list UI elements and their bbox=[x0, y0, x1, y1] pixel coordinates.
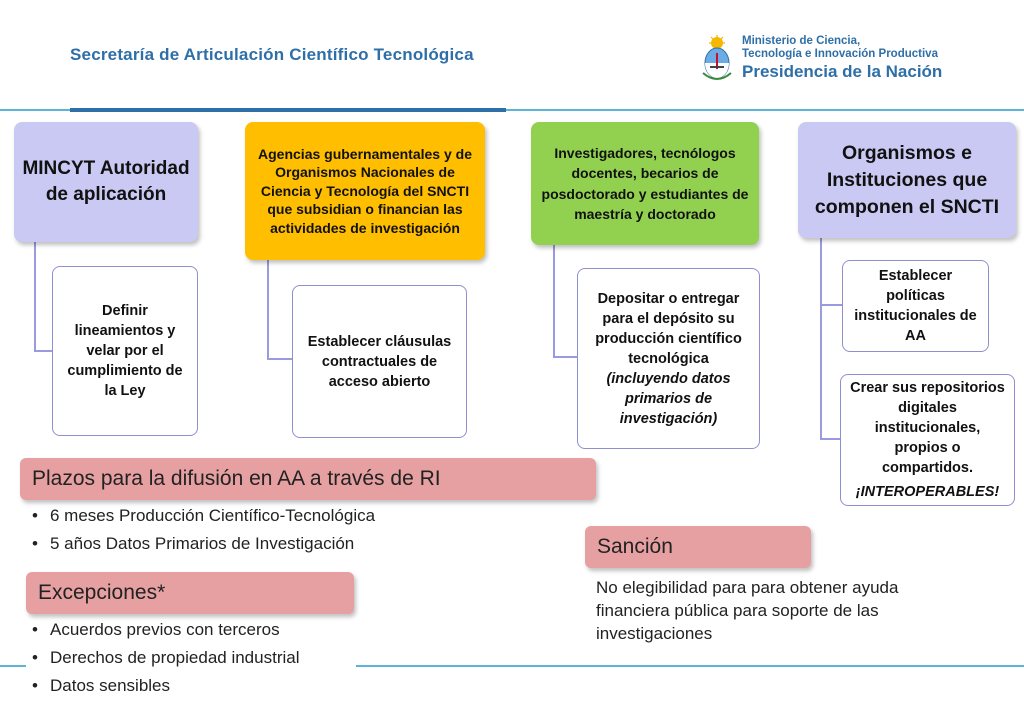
excepciones-banner bbox=[26, 572, 354, 614]
plazos-banner bbox=[20, 458, 596, 500]
connector bbox=[820, 238, 822, 440]
logo-line-1: Ministerio de Ciencia, bbox=[742, 35, 861, 47]
connector bbox=[34, 242, 36, 352]
argentina-coat-of-arms-icon bbox=[700, 35, 734, 81]
sancion-text: No elegibilidad para para obtener ayuda financiera pública para soporte de las investigaciones bbox=[596, 578, 899, 643]
investigadores-box bbox=[531, 122, 759, 245]
plazos-list bbox=[20, 502, 375, 558]
organismos-box bbox=[798, 122, 1016, 238]
connector bbox=[267, 260, 269, 360]
connector bbox=[820, 438, 840, 440]
repositorios-box bbox=[840, 374, 1015, 506]
footer-divider-left bbox=[0, 665, 26, 667]
excepciones-list bbox=[20, 616, 300, 700]
sancion-banner bbox=[585, 526, 811, 568]
ministry-logo bbox=[700, 35, 960, 85]
list-item: • Acuerdos previos con terceros bbox=[20, 616, 300, 644]
depositar-text: Depositar o entregar para el depósito su producción científico tecnológica bbox=[595, 290, 742, 367]
depositar-italic: (incluyendo datos primarios de investigación) bbox=[606, 370, 731, 427]
excepciones-title: Excepciones* bbox=[38, 581, 166, 604]
connector bbox=[820, 304, 842, 306]
mincyt-box bbox=[14, 122, 198, 242]
definir-lineamientos-box bbox=[52, 266, 198, 436]
interoperables-text: ¡INTEROPERABLES! bbox=[855, 484, 1000, 500]
connector bbox=[34, 350, 52, 352]
logo-line-3: Presidencia de la Nación bbox=[742, 62, 943, 81]
agencias-box bbox=[245, 122, 485, 260]
plazos-title: Plazos para la difusión en AA a través de RI bbox=[32, 467, 441, 490]
list-item: • Datos sensibles bbox=[20, 672, 300, 700]
agencias-title: Agencias gubernamentales y de Organismos Nacionales de Ciencia y Tecnología del SNCTI que subsidian o financian las actividades de investigación bbox=[258, 145, 472, 236]
depositar-box bbox=[577, 268, 760, 449]
list-item: • 6 meses Producción Científico-Tecnológica bbox=[20, 502, 375, 530]
footer-divider-right bbox=[356, 665, 1024, 667]
definir-lineamientos-text: Definir lineamientos y velar por el cumplimiento de la Ley bbox=[67, 303, 183, 399]
politicas-text: Establecer políticas institucionales de AA bbox=[854, 268, 977, 344]
connector bbox=[267, 358, 293, 360]
header-accent-bar bbox=[70, 108, 506, 112]
header-title: Secretaría de Articulación Científico Tecnológica bbox=[70, 45, 474, 64]
sancion-title: Sanción bbox=[597, 535, 673, 558]
list-item: • Derechos de propiedad industrial bbox=[20, 644, 300, 672]
clausulas-text: Establecer cláusulas contractuales de acceso abierto bbox=[307, 333, 452, 390]
repositorios-text: Crear sus repositorios digitales institucionales, propios o compartidos. bbox=[850, 380, 1005, 476]
logo-line-2: Tecnología e Innovación Productiva bbox=[742, 48, 938, 60]
clausulas-box bbox=[292, 285, 467, 438]
list-item: • 5 años Datos Primarios de Investigación bbox=[20, 530, 375, 558]
connector bbox=[553, 245, 555, 358]
organismos-title: Organismos e Instituciones que componen el SNCTI bbox=[814, 141, 1000, 218]
connector bbox=[553, 356, 577, 358]
mincyt-title: MINCYT Autoridad de aplicación bbox=[22, 158, 190, 205]
politicas-box bbox=[842, 260, 989, 352]
investigadores-title: Investigadores, tecnólogos docentes, becarios de posdoctorado y estudiantes de maestría y doctorado bbox=[541, 144, 749, 222]
